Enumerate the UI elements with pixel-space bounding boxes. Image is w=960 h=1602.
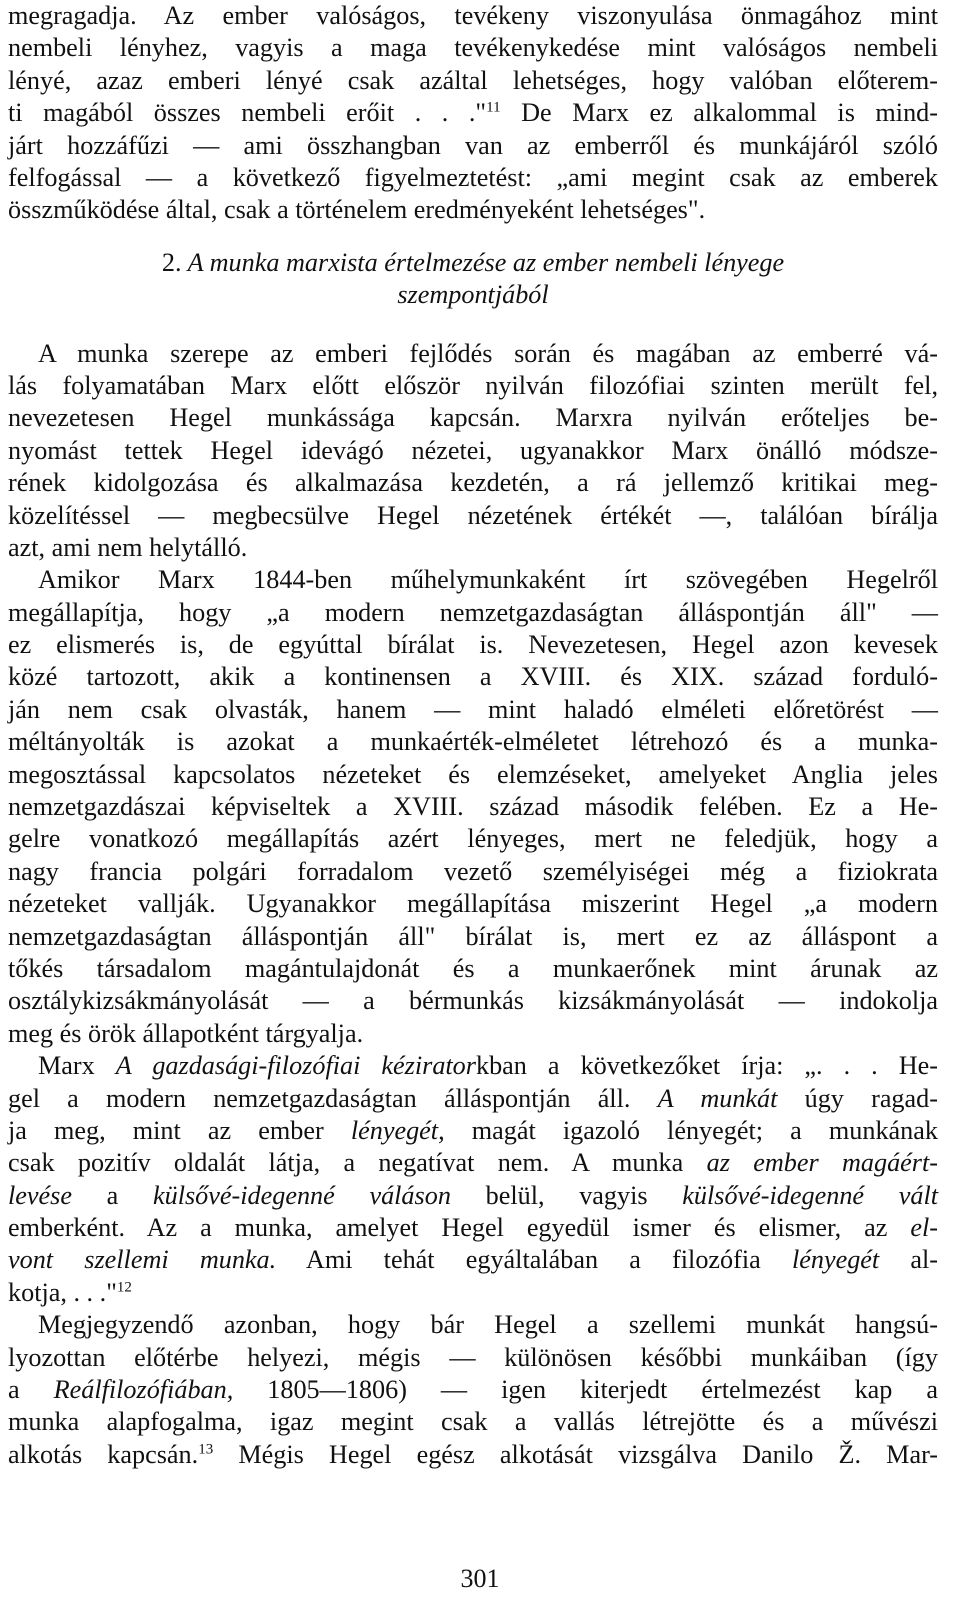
- text-segment: 1805—1806) — igen kiterjedt értelmezést kap a: [233, 1375, 938, 1405]
- paragraph-5: [8, 1309, 938, 1471]
- text-segment: megosztással kapcsolatos nézeteket és elemzéseket, amelyeket Anglia jeles: [8, 759, 938, 789]
- italic-text: lényegét: [791, 1245, 880, 1275]
- text-segment: lyozottan előtérbe helyezi, mégis — különösen későbbi munkáiban (így: [8, 1342, 938, 1372]
- text-segment: ti magából összes nembeli erőit . . ."$^{11}$ De Marx ez alkalommal is mind-: [8, 98, 938, 128]
- text-segment: közé tartozott, akik a kontinensen a XVIII. és XIX. század forduló-: [8, 662, 938, 692]
- heading-line-1: [8, 247, 938, 279]
- text-segment: magát igazoló lényegét; a munkának: [444, 1115, 938, 1145]
- text-line: [8, 97, 938, 129]
- paragraph-1: [8, 0, 938, 227]
- text-segment: a: [8, 1375, 54, 1405]
- italic-text: külsővé-idegenné váláson: [152, 1180, 451, 1210]
- text-line: [8, 402, 938, 434]
- section-number: 2.: [161, 247, 182, 277]
- text-line: [8, 856, 938, 888]
- text-line: [8, 791, 938, 823]
- heading-title-text: A munka marxista értelmezése az ember nembeli lényege: [187, 247, 785, 277]
- text-segment: azt, ami nem helytálló.: [8, 532, 248, 562]
- text-line: [8, 467, 938, 499]
- footnote-marker: 12: [116, 1279, 132, 1296]
- section-heading: [8, 247, 938, 312]
- italic-text: A munkát: [657, 1083, 778, 1113]
- text-line: [8, 888, 938, 920]
- italic-text: Reálfilozófiában,: [53, 1375, 234, 1405]
- text-line: [8, 1406, 938, 1438]
- text-segment: lényé, azaz emberi lényé csak azáltal lehetséges, hogy valóban előterem-: [8, 65, 938, 95]
- text-segment: alkotás kapcsán.$^{13}$ Mégis Hegel egész alkotását vizsgálva Danilo Ž. Mar-: [8, 1439, 938, 1469]
- text-segment: emberként. Az a munka, amelyet Hegel egyedül ismer és elismer, az: [8, 1213, 911, 1243]
- text-line: [8, 1309, 938, 1341]
- text-segment: gelre vonatkozó megállapítás azért lényeges, mert ne feledjük, hogy a: [8, 824, 938, 854]
- text-segment: tőkés társadalom magántulajdonát és a munkaerőnek mint árunak az: [8, 953, 938, 983]
- paragraph-3: [8, 564, 938, 1050]
- text-line: [8, 1180, 938, 1212]
- text-segment: lás folyamatában Marx előtt először nyilván filozófiai szinten merült fel,: [8, 370, 938, 400]
- text-line: [8, 338, 938, 370]
- text-segment: ja meg, mint az ember: [8, 1115, 351, 1145]
- text-segment: Amikor Marx 1844-ben műhelymunkaként írt szövegében Hegelről: [38, 565, 938, 595]
- text-segment: járt hozzáfűzi — ami összhangban van az emberről és munkájáról szóló: [8, 130, 938, 160]
- text-segment: A munka szerepe az emberi fejlődés során és magában az emberré vá-: [38, 338, 938, 368]
- text-line: [8, 726, 938, 758]
- italic-text: külsővé-idegenné vált: [682, 1180, 939, 1210]
- text-segment: gel a modern nemzetgazdaságtan álláspontján áll.: [8, 1083, 658, 1113]
- text-line: [8, 564, 938, 596]
- text-line: [8, 370, 938, 402]
- text-segment: a: [71, 1180, 153, 1210]
- italic-text: levése: [8, 1180, 72, 1210]
- italic-text: az ember magáért-: [706, 1148, 938, 1178]
- footnote-marker: 11: [486, 99, 501, 116]
- text-line: [8, 823, 938, 855]
- text-line: [8, 1439, 938, 1471]
- text-segment: kotja, . . ."$^{12}$: [8, 1277, 132, 1307]
- text-line: [8, 1277, 938, 1309]
- text-line: [8, 435, 938, 467]
- text-segment: megragadja. Az ember valóságos, tevékeny viszonyulása önmagához mint: [8, 1, 938, 30]
- text-segment: csak pozitív oldalát látja, a negatívat nem. A munka: [8, 1148, 707, 1178]
- text-segment: Ami tehát egyáltalában a filozófia: [276, 1245, 792, 1275]
- text-line: [8, 65, 938, 97]
- text-segment: úgy ragad-: [777, 1083, 938, 1113]
- text-line: [8, 1115, 938, 1147]
- text-segment: ez elismerés is, de egyúttal bírálat is. Nevezetesen, Hegel azon kevesek: [8, 630, 938, 660]
- page-number: 301: [460, 1564, 500, 1593]
- text-segment: nevezetesen Hegel munkássága kapcsán. Marxra nyilván erőteljes be-: [8, 403, 938, 433]
- text-segment: al-: [879, 1245, 938, 1275]
- text-line: [8, 1212, 938, 1244]
- italic-text: lényegét,: [350, 1115, 445, 1145]
- text-line: [8, 1374, 938, 1406]
- text-line: [8, 162, 938, 194]
- text-segment: megállapítja, hogy „a modern nemzetgazdaságtan álláspontján áll" —: [8, 597, 938, 627]
- text-segment: munka alapfogalma, igaz megint csak a vallás létrejötte és a művészi: [8, 1407, 938, 1437]
- text-line: [8, 500, 938, 532]
- text-line: [8, 661, 938, 693]
- text-line: [8, 1244, 938, 1276]
- text-line: [8, 1050, 938, 1082]
- text-segment: nagy francia polgári forradalom vezető személyiségei még a fiziokrata: [8, 856, 938, 886]
- text-segment: felfogással — a következő figyelmeztetést: „ami megint csak az emberek: [8, 162, 938, 192]
- italic-text: vont szellemi munka.: [8, 1245, 277, 1275]
- text-line: [8, 1083, 938, 1115]
- text-line: [8, 759, 938, 791]
- text-segment: Marx: [38, 1051, 116, 1081]
- text-line: [8, 694, 938, 726]
- text-line: [8, 921, 938, 953]
- text-segment: kban a következőket írja: „. . . He-: [475, 1051, 939, 1081]
- text-segment: nemzetgazdaságtan álláspontján áll" bírálat is, mert ez az álláspont a: [8, 921, 938, 951]
- text-line: [8, 1147, 938, 1179]
- text-segment: közelítéssel — megbecsülve Hegel nézetének értékét —, találóan bírálja: [8, 500, 938, 530]
- text-segment: osztálykizsákmányolását — a bérmunkás kizsákmányolását — indokolja: [8, 986, 938, 1016]
- text-line: [8, 532, 938, 564]
- text-segment: nyomást tettek Hegel idevágó nézetei, ugyanakkor Marx önálló módszе-: [8, 435, 938, 465]
- text-line: [8, 1018, 938, 1050]
- text-line: [8, 953, 938, 985]
- paragraph-2: [8, 338, 938, 565]
- text-line: [8, 985, 938, 1017]
- footnote-marker: 13: [198, 1441, 214, 1458]
- italic-text: el-: [910, 1213, 938, 1243]
- text-segment: ján nem csak olvasták, hanem — mint haladó elméleti előretörést —: [8, 694, 938, 724]
- text-line: [8, 0, 938, 32]
- heading-line-2: szempontjából: [397, 280, 549, 310]
- text-segment: nemzetgazdászai képviseltek a XVIII. század második felében. Ez a He-: [8, 792, 938, 822]
- text-segment: nembeli lényhez, vagyis a maga tevékenykedése mint valóságos nembeli: [8, 33, 938, 63]
- text-line: [8, 32, 938, 64]
- text-line: [8, 629, 938, 661]
- text-segment: belül, vagyis: [450, 1180, 683, 1210]
- text-line: [8, 1342, 938, 1374]
- text-line: [8, 130, 938, 162]
- text-line: [8, 194, 938, 226]
- text-segment: méltányolták is azokat a munkaérték-elméletet létrehozó és a munka-: [8, 727, 938, 757]
- paragraph-4: [8, 1050, 938, 1309]
- text-line: [8, 597, 938, 629]
- text-segment: összműködése által, csak a történelem eredményeként lehetséges".: [8, 195, 706, 225]
- text-segment: meg és örök állapotként tárgyalja.: [8, 1018, 364, 1048]
- italic-text: A gazdasági-filozófiai kézirator: [115, 1051, 476, 1081]
- text-segment: Megjegyzendő azonban, hogy bár Hegel a szellemi munkát hangsú-: [38, 1310, 938, 1340]
- text-segment: rének kidolgozása és alkalmazása kezdetén, a rá jellemző kritikai meg-: [8, 468, 938, 498]
- text-segment: nézeteket vallják. Ugyanakkor megállapítása miszerint Hegel „a modern: [8, 889, 938, 919]
